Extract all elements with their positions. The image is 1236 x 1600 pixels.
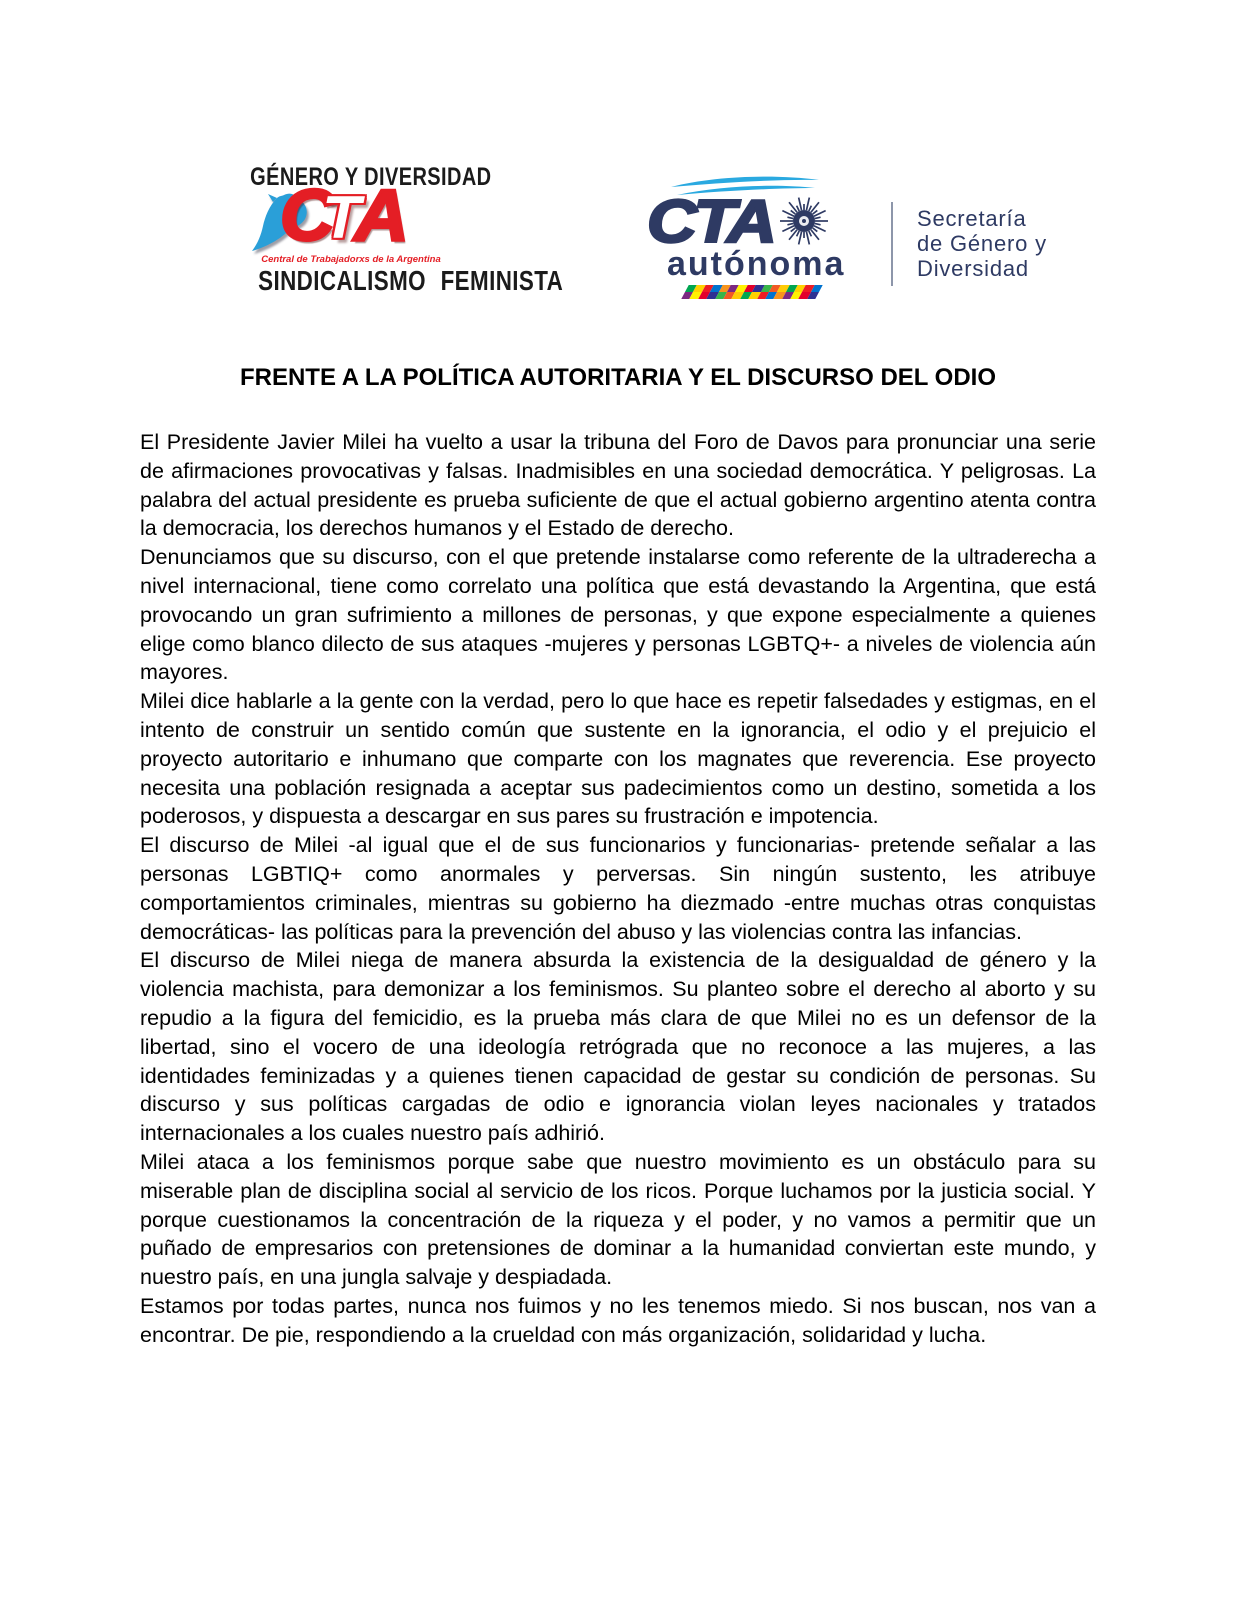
- cta-letter-t: T: [322, 184, 361, 251]
- cta-subtitle: Central de Trabajadorxs de la Argentina: [261, 254, 441, 265]
- paragraph: El Presidente Javier Milei ha vuelto a usar la tribuna del Foro de Davos para pronunciar una serie de afirmaciones provocativas y falsas. Inadmisibles en una sociedad democrática. Y peligrosas. La palabra del actual presidente es prueba suficiente de que el actual gobierno argentino atenta contra la democracia, los derechos humanos y el Estado de derecho.: [140, 430, 1096, 541]
- document-body: [140, 364, 1096, 1350]
- secretaria-line-1: Secretaría: [917, 206, 1027, 231]
- paragraphs-container: [140, 428, 1096, 1350]
- cta-autonoma-logo: [645, 176, 1047, 299]
- paragraph: Estamos por todas partes, nunca nos fuimos y no les tenemos miedo. Si nos buscan, nos van a encontrar. De pie, respondiendo a la crueldad con más organización, solidaridad y lucha.: [140, 1293, 1096, 1347]
- sindicalismo-feminista-text: SINDICALISMO FEMINISTA: [258, 265, 564, 296]
- secretaria-label: [917, 206, 1047, 281]
- wiphala-cell: [811, 285, 823, 292]
- secretaria-line-2: de Género y: [917, 231, 1047, 256]
- document-title: FRENTE A LA POLÍTICA AUTORITARIA Y EL DISCURSO DEL ODIO: [239, 364, 997, 391]
- paragraph: Milei ataca a los feminismos porque sabe que nuestro movimiento es un obstáculo para su miserable plan de disciplina social al servicio de los ricos. Porque luchamos por la justicia social. Y porque cuestionamos la concentración de la riqueza y el poder, y no vamos a permitir que un puñado de empresarios con pretensiones de dominar a la humanidad conviertan este mundo, y nuestro país, en una jungla salvaje y despiadada.: [140, 1149, 1096, 1290]
- paragraph: El discurso de Milei niega de manera absurda la existencia de la desigualdad de género y la violencia machista, para demonizar a los feminismos. Su planteo sobre el derecho al aborto y su repudio a la figura del femicidio, es la prueba más clara de que Milei no es un defensor de la libertad, sino el vocero de una ideología retrógrada que no reconoce a las mujeres, a las identidades feminizadas y a quienes tienen capacidad de gestar su condición de personas. Su discurso y sus políticas cargadas de odio e ignorancia violan leyes nacionales y tratados internacionales a los cuales nuestro país adhirió.: [140, 948, 1096, 1146]
- paragraph: El discurso de Milei -al igual que el de sus funcionarios y funcionarias- pretende señalar a las personas LGBTIQ+ como anormales y perversas. Sin ningún sustento, les atribuye comportamientos criminales, mientras su gobierno ha diezmado -entre muchas otras conquistas democráticas- las políticas para la prevención del abuso y las violencias contra las infancias.: [140, 833, 1096, 944]
- paragraph: Milei dice hablarle a la gente con la verdad, pero lo que hace es repetir falsedades y estigmas, en el intento de construir un sentido común que sustente en la ignorancia, el odio y el prejuicio el proyecto autoritario e inhumano que comparte con los magnates que reverencia. Ese proyecto necesita una población resignada a aceptar sus padecimientos como un destino, sometida a los poderosos, y dispuesta a descargar en sus pares su frustración e impotencia.: [140, 689, 1096, 829]
- cta-letter-c: C: [280, 176, 329, 256]
- cta-letter-a: A: [354, 176, 403, 256]
- wiphala-cell: [807, 292, 819, 299]
- autonoma-label: autónoma: [667, 245, 846, 283]
- wiphala-stripe: [681, 285, 868, 299]
- secretaria-line-3: Diversidad: [917, 256, 1029, 281]
- paragraph: Denunciamos que su discurso, con el que pretende instalarse como referente de la ultraderecha a nivel internacional, tiene como correlato una política que está devastando la Argentina, que está provocando un gran sufrimiento a millones de personas, y que expone especialmente a quienes elige como blanco dilecto de sus ataques -mujeres y personas LGBTQ+- a niveles de violencia aún mayores.: [140, 545, 1096, 685]
- cta-navy-letters: CTA: [647, 188, 774, 255]
- logo-divider: [891, 202, 893, 286]
- sindicalismo-feminista-label: [220, 265, 564, 298]
- cta-red-letters: [280, 176, 403, 256]
- sun-icon: [779, 196, 829, 246]
- cta-genero-diversidad-logo: [220, 163, 564, 298]
- genero-diversidad-text: GÉNERO Y DIVERSIDAD: [250, 163, 492, 191]
- cta-navy-row: [647, 188, 865, 255]
- cta-autonoma-lockup: [645, 176, 865, 299]
